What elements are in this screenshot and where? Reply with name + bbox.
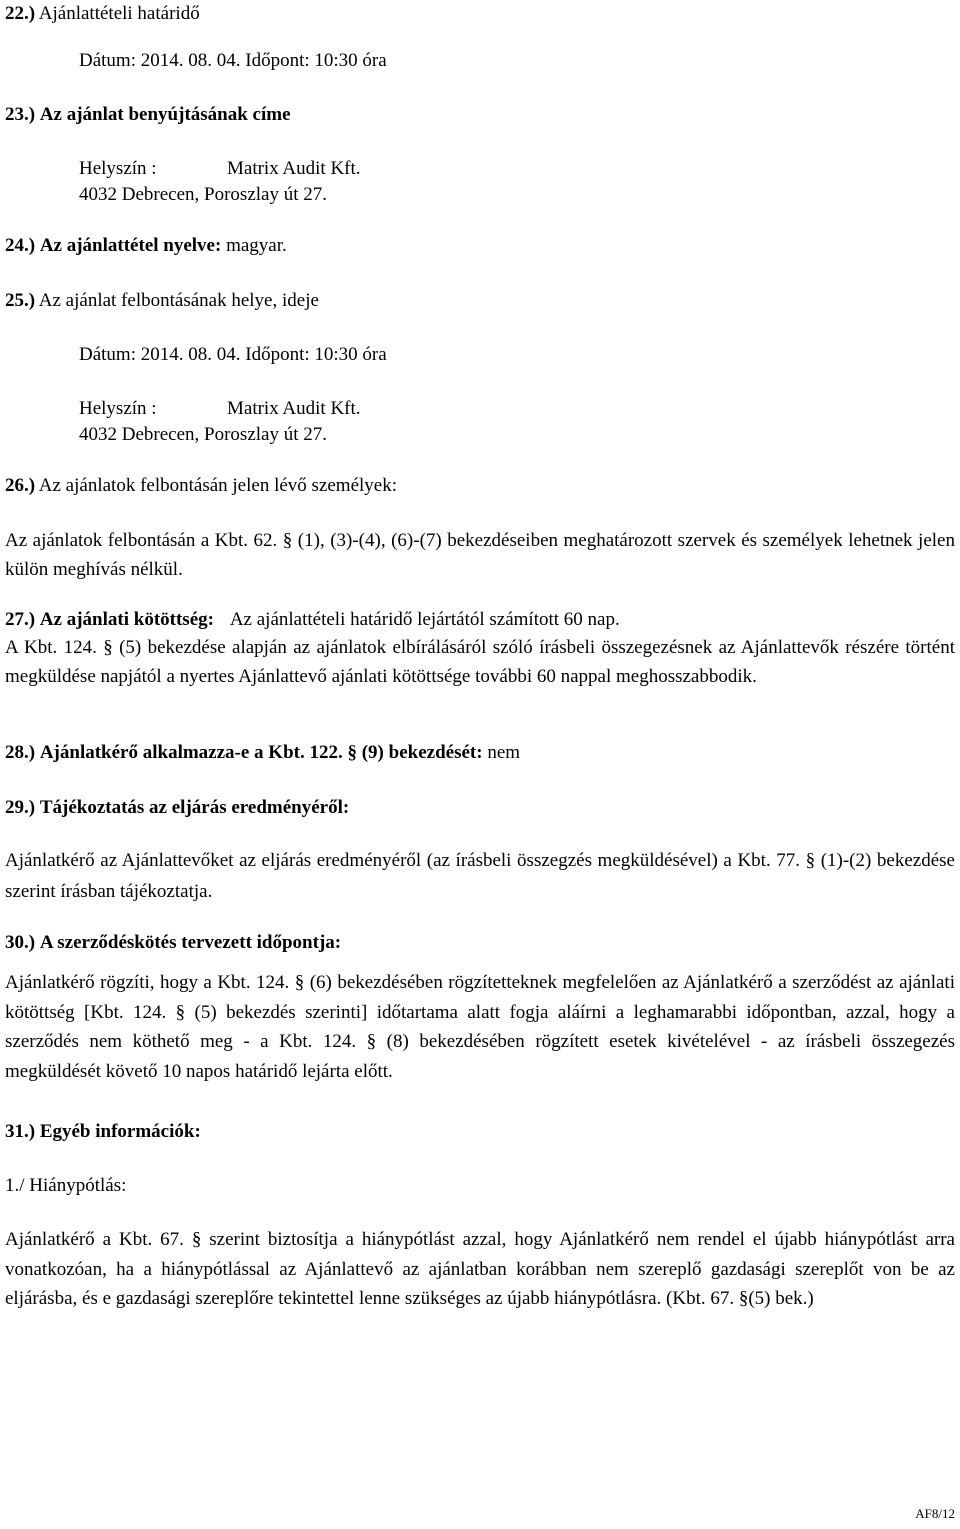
section-title: Egyéb információk: [39, 1121, 201, 1142]
section-29-heading [5, 796, 349, 820]
section-title: Az ajánlati kötöttség: [39, 609, 214, 630]
section-title: Az ajánlat felbontásának helye, ideje [38, 290, 319, 311]
section-30-text: Ajánlatkérő rögzíti, hogy a Kbt. 124. § (6) bekezdésében rögzítetteknek megfelelően az Ajánlatkérő a szerződést az ajánlati kötöttség [Kbt. 124. § (5) bekezdés szerinti] időtartama alatt fogja aláírni a leghamarabbi időpontban, azzal, hogy a szerződés nem köthető meg - a Kbt. 124. § (8) bekezdésében rögzített esetek kivételével - az írásbeli összegezés megküldését követő 10 napos határidő lejárta előtt. [5, 972, 955, 1082]
section-25-place [79, 397, 361, 421]
section-22-heading [5, 2, 200, 26]
date-value: 2014. 08. 04. [140, 50, 241, 71]
date-label: Dátum: [79, 50, 136, 71]
place-label: Helyszín : [79, 158, 157, 179]
place-name: Matrix Audit Kft. [227, 398, 361, 419]
section-27-text: A Kbt. 124. § (5) bekezdése alapján az ajánlatok elbírálásáról szóló írásbeli összegezésnek az Ajánlattevők részére történt megküldése napjától a nyertes Ajánlattevő ajánlati kötöttsége további 60 nappal meghosszabbodik. [5, 637, 955, 687]
date-label: Dátum: [79, 344, 136, 365]
section-27-heading [5, 608, 620, 632]
section-25-heading [5, 289, 319, 313]
validity-value: Az ajánlattételi határidő lejártától számított 60 nap. [229, 609, 620, 630]
section-title: Ajánlattételi határidő [38, 3, 200, 24]
section-title: A szerződéskötés tervezett időpontja: [39, 932, 342, 953]
section-title: Az ajánlat benyújtásának címe [39, 104, 291, 125]
section-26-heading [5, 474, 397, 498]
section-25-address: 4032 Debrecen, Poroszlay út 27. [79, 424, 327, 445]
time-label: Időpont: [245, 344, 310, 365]
time-value: 10:30 óra [314, 344, 387, 365]
language-value: magyar. [226, 235, 287, 256]
section-number: 23.) [5, 104, 36, 125]
answer-value: nem [487, 742, 521, 763]
section-30-heading [5, 931, 341, 955]
section-number: 26.) [5, 475, 36, 496]
section-31-1-heading: 1./ Hiánypótlás: [5, 1175, 127, 1196]
section-number: 28.) [5, 742, 36, 763]
section-number: 29.) [5, 797, 36, 818]
section-22-date [79, 49, 387, 73]
section-23-place [79, 157, 361, 181]
section-31-1-text: Ajánlatkérő a Kbt. 67. § szerint biztosítja a hiánypótlást azzal, hogy Ajánlatkérő nem rendel el újabb hiánypótlást arra vonatkozóan, ha a hiánypótlással az Ajánlattevő az ajánlatban korábban nem szereplő gazdasági szereplőt von be az eljárásba, és e gazdasági szereplőre tekintettel lenne szükséges az újabb hiánypótlásra. (Kbt. 67. §(5) bek.) [5, 1229, 955, 1310]
time-label: Időpont: [245, 50, 310, 71]
section-25-date [79, 343, 387, 367]
section-number: 30.) [5, 932, 36, 953]
section-number: 24.) [5, 235, 36, 256]
section-29-text: Ajánlatkérő az Ajánlattevőket az eljárás eredményéről (az írásbeli összegzés megküldésével) a Kbt. 77. § (1)-(2) bekezdése szerint írásban tájékoztatja. [5, 850, 955, 902]
section-31-heading [5, 1120, 201, 1144]
section-title: Tájékoztatás az eljárás eredményéről: [39, 797, 350, 818]
section-23-address: 4032 Debrecen, Poroszlay út 27. [79, 184, 327, 205]
section-28-heading [5, 741, 520, 765]
section-title: Ajánlatkérő alkalmazza-e a Kbt. 122. § (9) bekezdését: [39, 742, 483, 763]
place-label: Helyszín : [79, 398, 157, 419]
section-26-text: Az ajánlatok felbontásán a Kbt. 62. § (1), (3)-(4), (6)-(7) bekezdéseiben meghatározott szervek és személyek lehetnek jelen külön meghívás nélkül. [5, 530, 955, 580]
date-value: 2014. 08. 04. [140, 344, 241, 365]
section-number: 27.) [5, 609, 36, 630]
section-number: 31.) [5, 1121, 36, 1142]
section-title: Az ajánlattétel nyelve: [39, 235, 222, 256]
section-24-heading [5, 234, 287, 258]
place-name: Matrix Audit Kft. [227, 158, 361, 179]
section-number: 25.) [5, 290, 36, 311]
section-number: 22.) [5, 3, 36, 24]
section-23-heading [5, 103, 291, 127]
page-footer: AF8/12 [915, 1506, 955, 1521]
section-title: Az ajánlatok felbontásán jelen lévő személyek: [38, 475, 397, 496]
time-value: 10:30 óra [314, 50, 387, 71]
